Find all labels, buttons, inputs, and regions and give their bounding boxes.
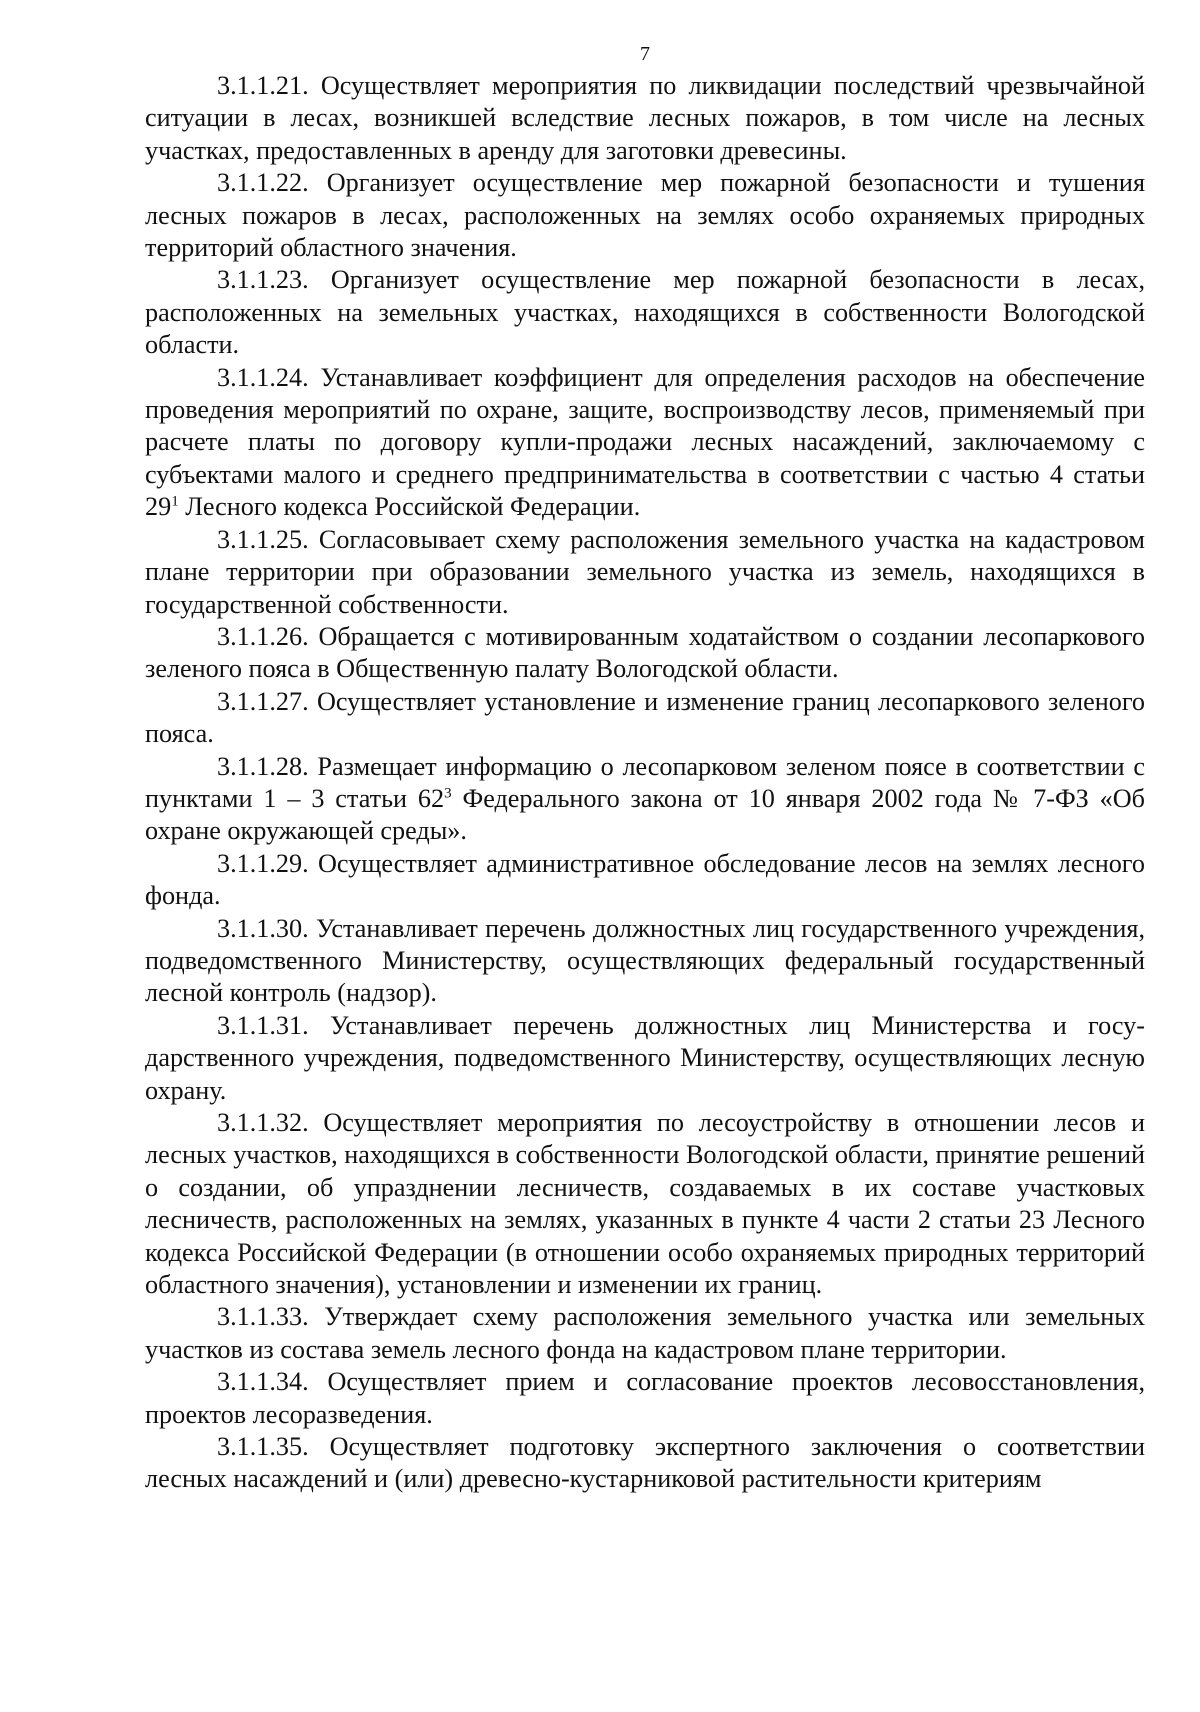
paragraph-number: 3.1.1.26.	[217, 621, 309, 651]
paragraph-text-after: Федерального закона от 10 января 2002 года № 7-ФЗ «Об охране окружающей среды».	[145, 783, 1145, 846]
paragraph-3-1-1-35	[145, 1431, 1145, 1496]
paragraph-number: 3.1.1.29.	[217, 848, 309, 878]
paragraph-3-1-1-22	[145, 167, 1145, 264]
paragraph-text: Устанавливает перечень должностных лиц Министерства и государственного учреждения, подведомственного Министерству, осуществляющих лесную охрану.	[145, 1010, 1145, 1105]
paragraph-text: Осуществляет мероприятия по лесоустройству в отношении лесов и лесных участков, находящихся в собственности Вологодской области, принятие решений о создании, об упразднении лесничеств, создаваемых в их составе участковых лесничеств, расположенных на землях, указанных в пункте 4 части 2 статьи 23 Лесного кодекса Российской Федерации (в отношении особо охраняемых природных территорий областного значения), установлении и изменении их границ.	[145, 1108, 1145, 1300]
paragraph-number: 3.1.1.25.	[217, 524, 309, 554]
paragraph-text: Обращается с мотивированным ходатайством о создании лесопаркового зеленого пояса в Общественную палату Вологодской области.	[145, 621, 1145, 684]
paragraph-number: 3.1.1.30.	[217, 913, 309, 943]
paragraph-3-1-1-26	[145, 621, 1145, 686]
paragraph-number: 3.1.1.27.	[217, 686, 309, 716]
paragraph-number: 3.1.1.24.	[217, 362, 309, 392]
paragraph-3-1-1-30	[145, 913, 1145, 1010]
paragraph-text: Осуществляет административное обследование лесов на землях лесного фонда.	[145, 848, 1145, 911]
document-page	[145, 42, 1145, 1496]
paragraph-text-after: Лесного кодекса Российской Федерации.	[178, 492, 641, 522]
paragraph-text: Осуществляет прием и согласование проектов лесовосстановления, проектов лесоразведения.	[145, 1367, 1145, 1429]
paragraph-3-1-1-34	[145, 1366, 1145, 1431]
paragraph-text: Утверждает схему расположения земельного участка или земельных участков из состава земель лесного фонда на кадастровом плане территории.	[145, 1302, 1145, 1364]
paragraph-text: Размещает информацию о лесопарковом зеленом поясе в соответствии с пунктами 1 – 3 статьи 62	[145, 751, 1145, 813]
paragraph-number: 3.1.1.23.	[217, 265, 309, 295]
paragraph-3-1-1-28	[145, 751, 1145, 848]
page-number: 7	[640, 43, 650, 65]
paragraph-text: Устанавливает коэффициент для определения расходов на обеспечение проведения мероприятий по охране, защите, воспроизводству лесов, применяемый при расчете платы по договору купли-продажи лесных насаждений, заключаемому с субъектами малого и среднего предпринимательства в соответствии с частью 4 статьи 29	[145, 362, 1145, 522]
paragraph-3-1-1-29	[145, 848, 1145, 913]
paragraph-number: 3.1.1.35.	[217, 1432, 309, 1462]
paragraph-number: 3.1.1.28.	[217, 751, 309, 781]
paragraph-3-1-1-24	[145, 362, 1145, 524]
superscript: 1	[171, 493, 179, 510]
paragraph-text: Осуществляет подготовку экспертного заключения о соответствии лесных насаждений и (или) древесно-кустарниковой растительности критериям	[145, 1432, 1145, 1494]
paragraph-text: Согласовывает схему расположения земельного участка на кадастровом плане территории при образовании земельного участка из земель, находящихся в государственной собственности.	[145, 524, 1145, 619]
paragraph-3-1-1-25	[145, 524, 1145, 621]
paragraph-number: 3.1.1.31.	[217, 1010, 309, 1040]
paragraph-3-1-1-23	[145, 264, 1145, 361]
paragraph-text: Организует осуществление мер пожарной безопасности в лесах, расположенных на земельных участках, находящихся в собственности Вологодской области.	[145, 265, 1145, 360]
paragraph-3-1-1-27	[145, 686, 1145, 751]
paragraph-3-1-1-32	[145, 1107, 1145, 1301]
paragraph-text: Устанавливает перечень должностных лиц государственного учреждения, подведомственного Министерству, осуществляющих федеральный государственный лесной контроль (надзор).	[145, 913, 1145, 1008]
paragraph-number: 3.1.1.33.	[217, 1302, 309, 1332]
paragraph-3-1-1-31	[145, 1010, 1145, 1107]
superscript: 3	[444, 785, 452, 802]
paragraph-3-1-1-33	[145, 1301, 1145, 1366]
paragraph-text: Организует осуществление мер пожарной безопасности и тушения лесных пожаров в лесах, расположенных на землях особо охраняемых природных территорий областного значения.	[145, 168, 1145, 263]
paragraph-number: 3.1.1.32.	[217, 1108, 309, 1137]
paragraph-number: 3.1.1.22.	[217, 168, 309, 198]
paragraph-text: Осуществляет установление и изменение границ лесопаркового зеленого пояса.	[145, 686, 1145, 749]
paragraph-number: 3.1.1.21.	[217, 71, 309, 100]
paragraph-text: Осуществляет мероприятия по ликвидации последствий чрезвычайной ситуации в лесах, возникшей вследствие лесных пожаров, в том числе на лесных участках, предоставленных в аренду для заготовки древесины.	[145, 71, 1145, 165]
paragraph-number: 3.1.1.34.	[217, 1367, 309, 1397]
paragraph-3-1-1-21	[145, 70, 1145, 167]
